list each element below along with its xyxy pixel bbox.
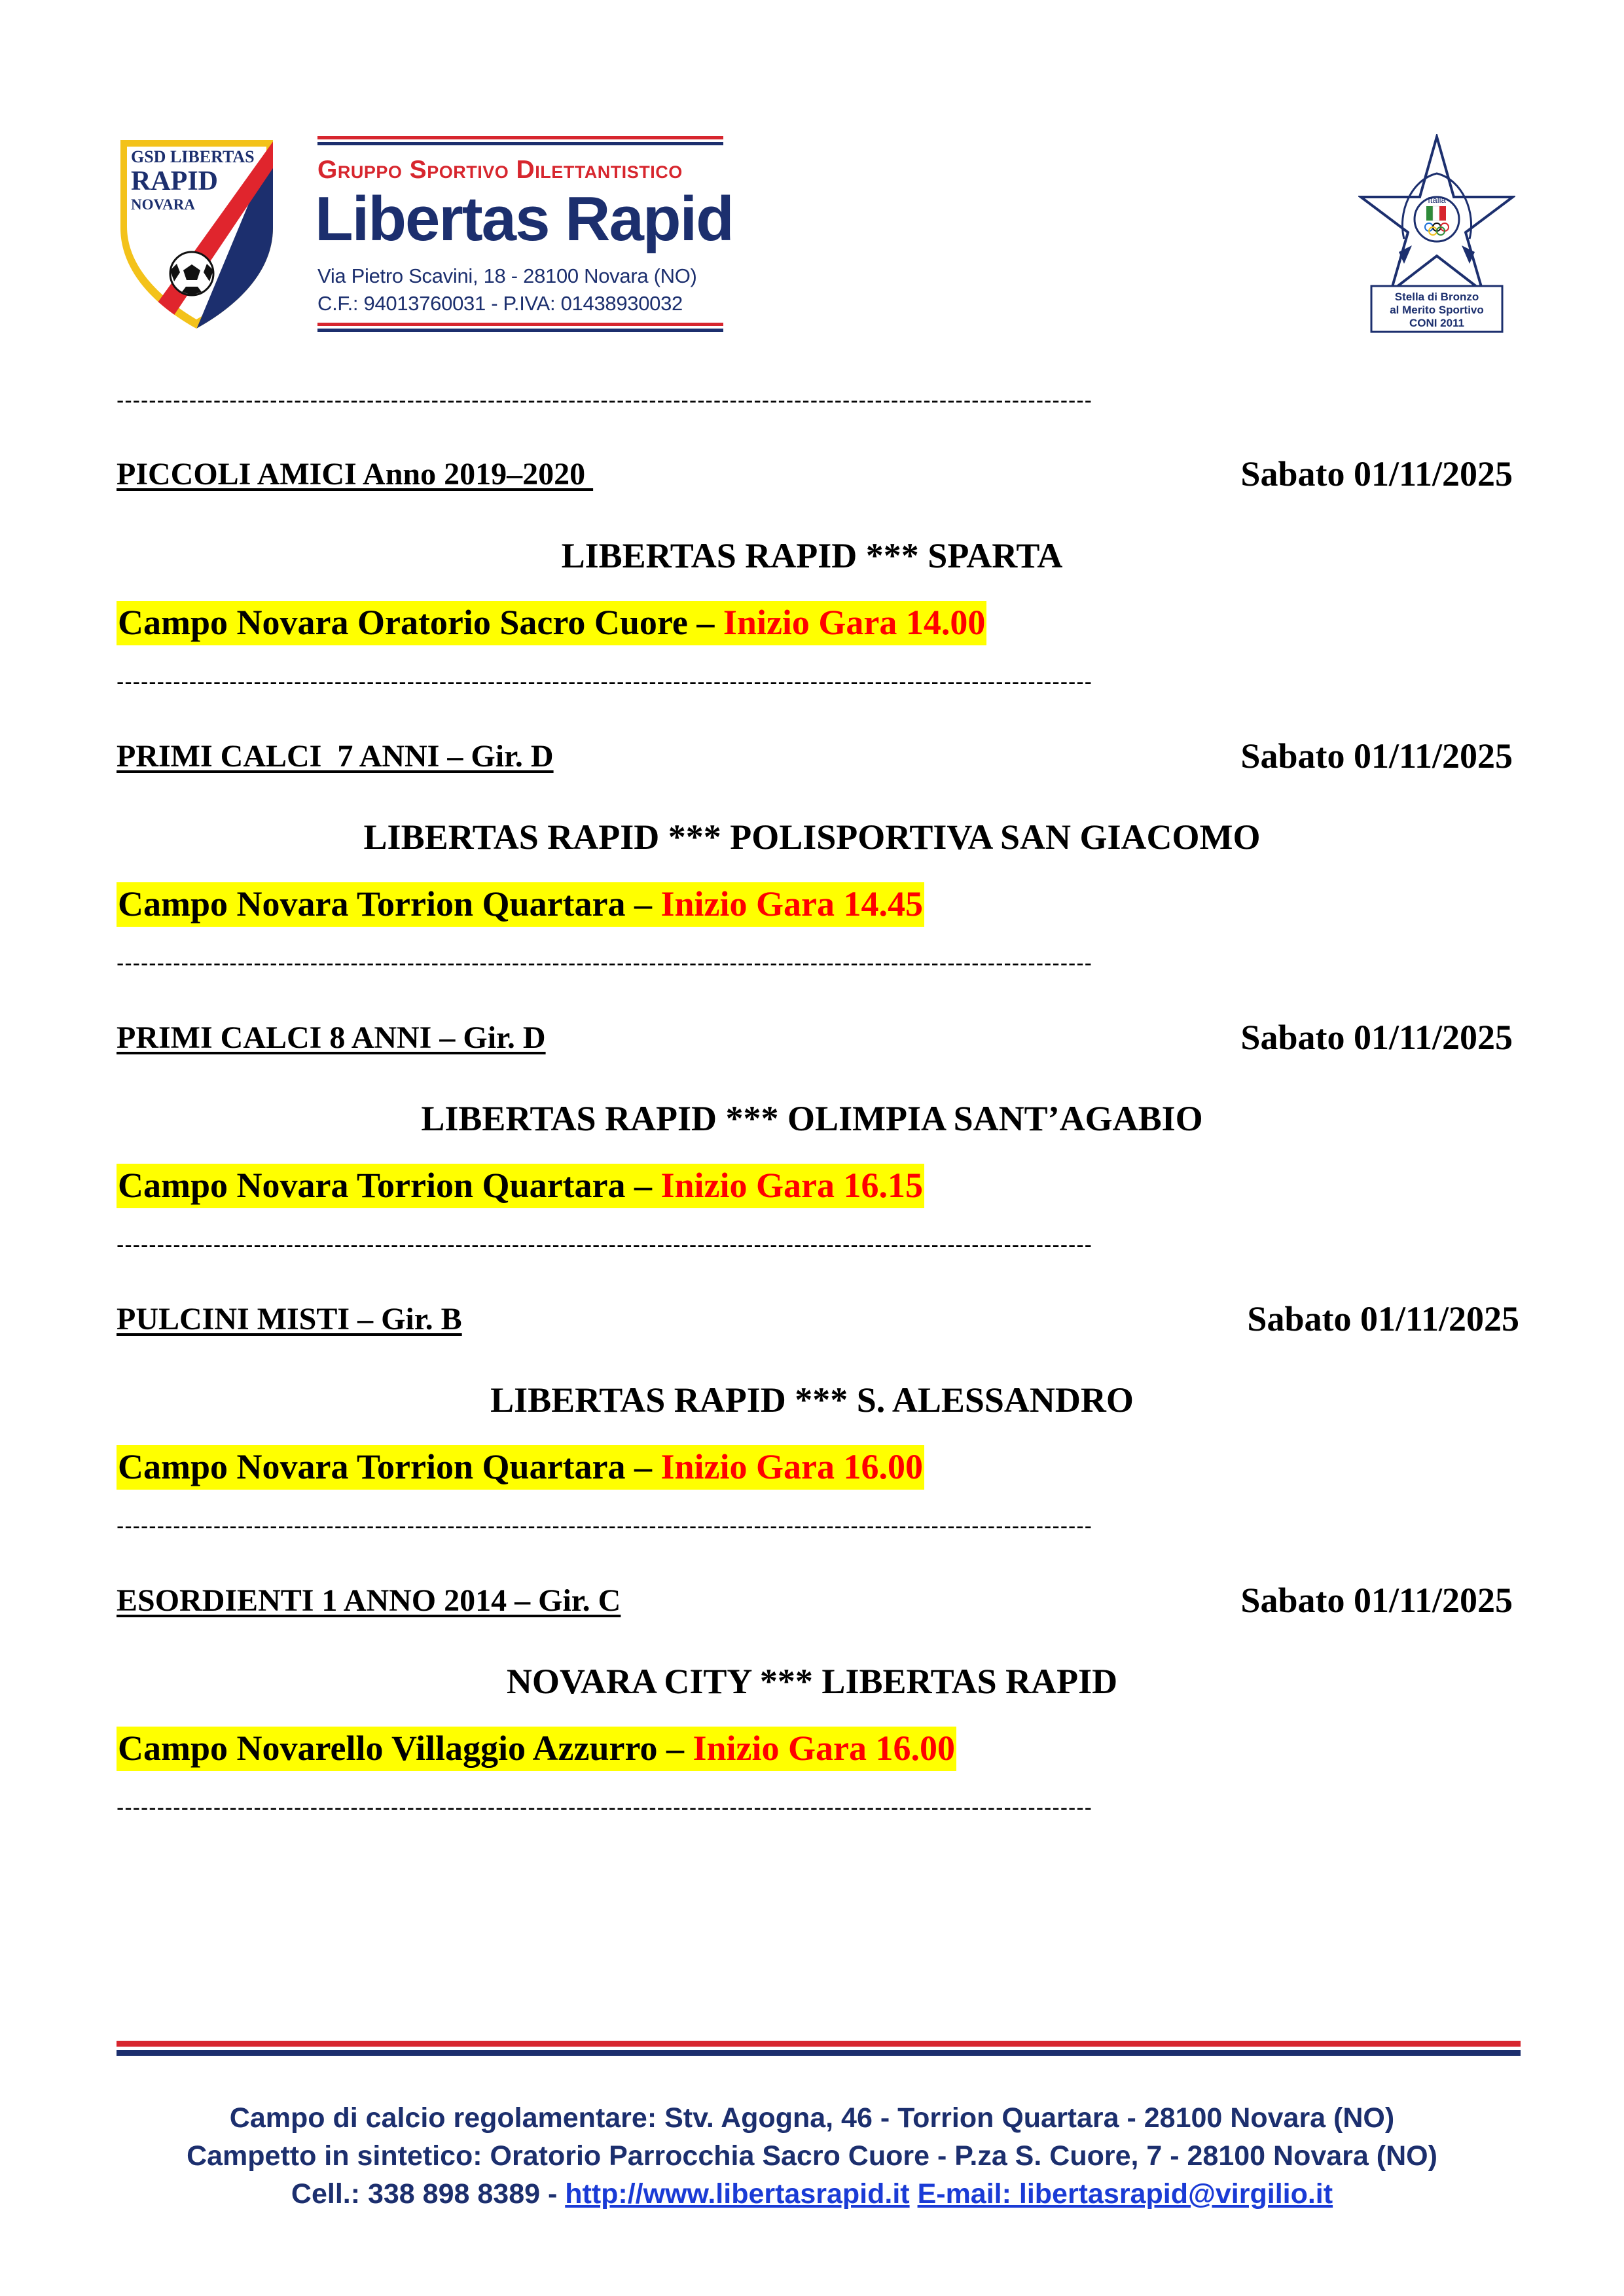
match-venue bbox=[117, 882, 924, 927]
letterhead-address: Via Pietro Scavini, 18 - 28100 Novara (NO) bbox=[317, 264, 697, 287]
match-venue bbox=[117, 1164, 924, 1208]
coni-country: Italia bbox=[1428, 195, 1446, 205]
separator-line: ------------------------------------------------------------------------------------------------------------------------- bbox=[117, 670, 1092, 694]
footer-main-field-address: Campo di calcio regolamentare: Stv. Agogna, 46 - Torrion Quartara - 28100 Novara (NO) bbox=[229, 2102, 1395, 2134]
match-category: PRIMI CALCI 7 ANNI – Gir. D bbox=[117, 739, 554, 774]
match-category: PICCOLI AMICI Anno 2019–2020 bbox=[117, 457, 594, 492]
venue-name: Campo Novara Oratorio Sacro Cuore – bbox=[118, 603, 723, 642]
crest-text-line1: GSD LIBERTAS bbox=[131, 147, 255, 166]
letterhead-bottom-rule bbox=[317, 323, 723, 332]
separator-line: ------------------------------------------------------------------------------------------------------------------------- bbox=[117, 1795, 1092, 1820]
match-venue bbox=[117, 1727, 956, 1771]
crest-text-line2: RAPID bbox=[131, 166, 218, 196]
email-link[interactable]: E-mail: libertasrapid@virgilio.it bbox=[917, 2178, 1333, 2210]
letterhead-club-name: Libertas Rapid bbox=[315, 184, 733, 254]
match-date: Sabato 01/11/2025 bbox=[1240, 1018, 1513, 1057]
start-time: Inizio Gara 16.15 bbox=[660, 1166, 923, 1205]
match-date: Sabato 01/11/2025 bbox=[1247, 1299, 1519, 1338]
match-teams: LIBERTAS RAPID *** OLIMPIA SANT’AGABIO bbox=[421, 1099, 1203, 1138]
coni-line3: CONI 2011 bbox=[1409, 317, 1465, 329]
separator-line: ------------------------------------------------------------------------------------------------------------------------- bbox=[117, 951, 1092, 976]
letterhead-fiscal-codes: C.F.: 94013760031 - P.IVA: 01438930032 bbox=[317, 292, 683, 315]
match-teams: NOVARA CITY *** LIBERTAS RAPID bbox=[506, 1662, 1118, 1701]
letterhead bbox=[315, 136, 733, 332]
start-time: Inizio Gara 14.45 bbox=[660, 884, 923, 924]
match-category: ESORDIENTI 1 ANNO 2014 – Gir. C bbox=[117, 1583, 621, 1618]
letterhead-title: Gruppo Sportivo Dilettantistico bbox=[317, 156, 683, 184]
crest-text-line3: NOVARA bbox=[131, 196, 195, 213]
coni-line2: al Merito Sportivo bbox=[1390, 304, 1484, 316]
coni-bronze-star-logo bbox=[1358, 134, 1515, 334]
match-date: Sabato 01/11/2025 bbox=[1240, 454, 1513, 493]
venue-name: Campo Novara Torrion Quartara – bbox=[118, 1447, 661, 1486]
match-category: PULCINI MISTI – Gir. B bbox=[117, 1302, 462, 1336]
match-teams: LIBERTAS RAPID *** POLISPORTIVA SAN GIACOMO bbox=[363, 817, 1261, 857]
match-venue bbox=[117, 1445, 924, 1490]
match-teams: LIBERTAS RAPID *** S. ALESSANDRO bbox=[490, 1380, 1134, 1420]
footer-synthetic-field-address: Campetto in sintetico: Oratorio Parrocchia Sacro Cuore - P.za S. Cuore, 7 - 28100 Novara (NO) bbox=[187, 2140, 1437, 2172]
coni-line1: Stella di Bronzo bbox=[1394, 291, 1479, 303]
separator-line: ------------------------------------------------------------------------------------------------------------------------- bbox=[117, 388, 1092, 413]
venue-name: Campo Novara Torrion Quartara – bbox=[118, 884, 661, 924]
match-teams: LIBERTAS RAPID *** SPARTA bbox=[561, 536, 1063, 575]
separator-line: ------------------------------------------------------------------------------------------------------------------------- bbox=[117, 1514, 1092, 1539]
separator-line: ------------------------------------------------------------------------------------------------------------------------- bbox=[117, 1232, 1092, 1257]
football-icon bbox=[170, 252, 213, 295]
venue-name: Campo Novara Torrion Quartara – bbox=[118, 1166, 661, 1205]
letterhead-top-rule bbox=[317, 136, 723, 145]
match-date: Sabato 01/11/2025 bbox=[1240, 1581, 1513, 1620]
website-link[interactable]: http://www.libertasrapid.it bbox=[565, 2178, 910, 2210]
club-crest-logo bbox=[117, 136, 277, 332]
footer-rule bbox=[117, 2041, 1521, 2056]
start-time: Inizio Gara 16.00 bbox=[660, 1447, 923, 1486]
start-time: Inizio Gara 14.00 bbox=[723, 603, 986, 642]
match-date: Sabato 01/11/2025 bbox=[1240, 736, 1513, 776]
match-category: PRIMI CALCI 8 ANNI – Gir. D bbox=[117, 1020, 546, 1055]
start-time: Inizio Gara 16.00 bbox=[693, 1729, 955, 1768]
footer-phone: Cell.: 338 898 8389 - bbox=[291, 2178, 566, 2210]
footer-contacts bbox=[0, 2178, 1624, 2210]
venue-name: Campo Novarello Villaggio Azzurro – bbox=[118, 1729, 693, 1768]
match-venue bbox=[117, 601, 986, 645]
